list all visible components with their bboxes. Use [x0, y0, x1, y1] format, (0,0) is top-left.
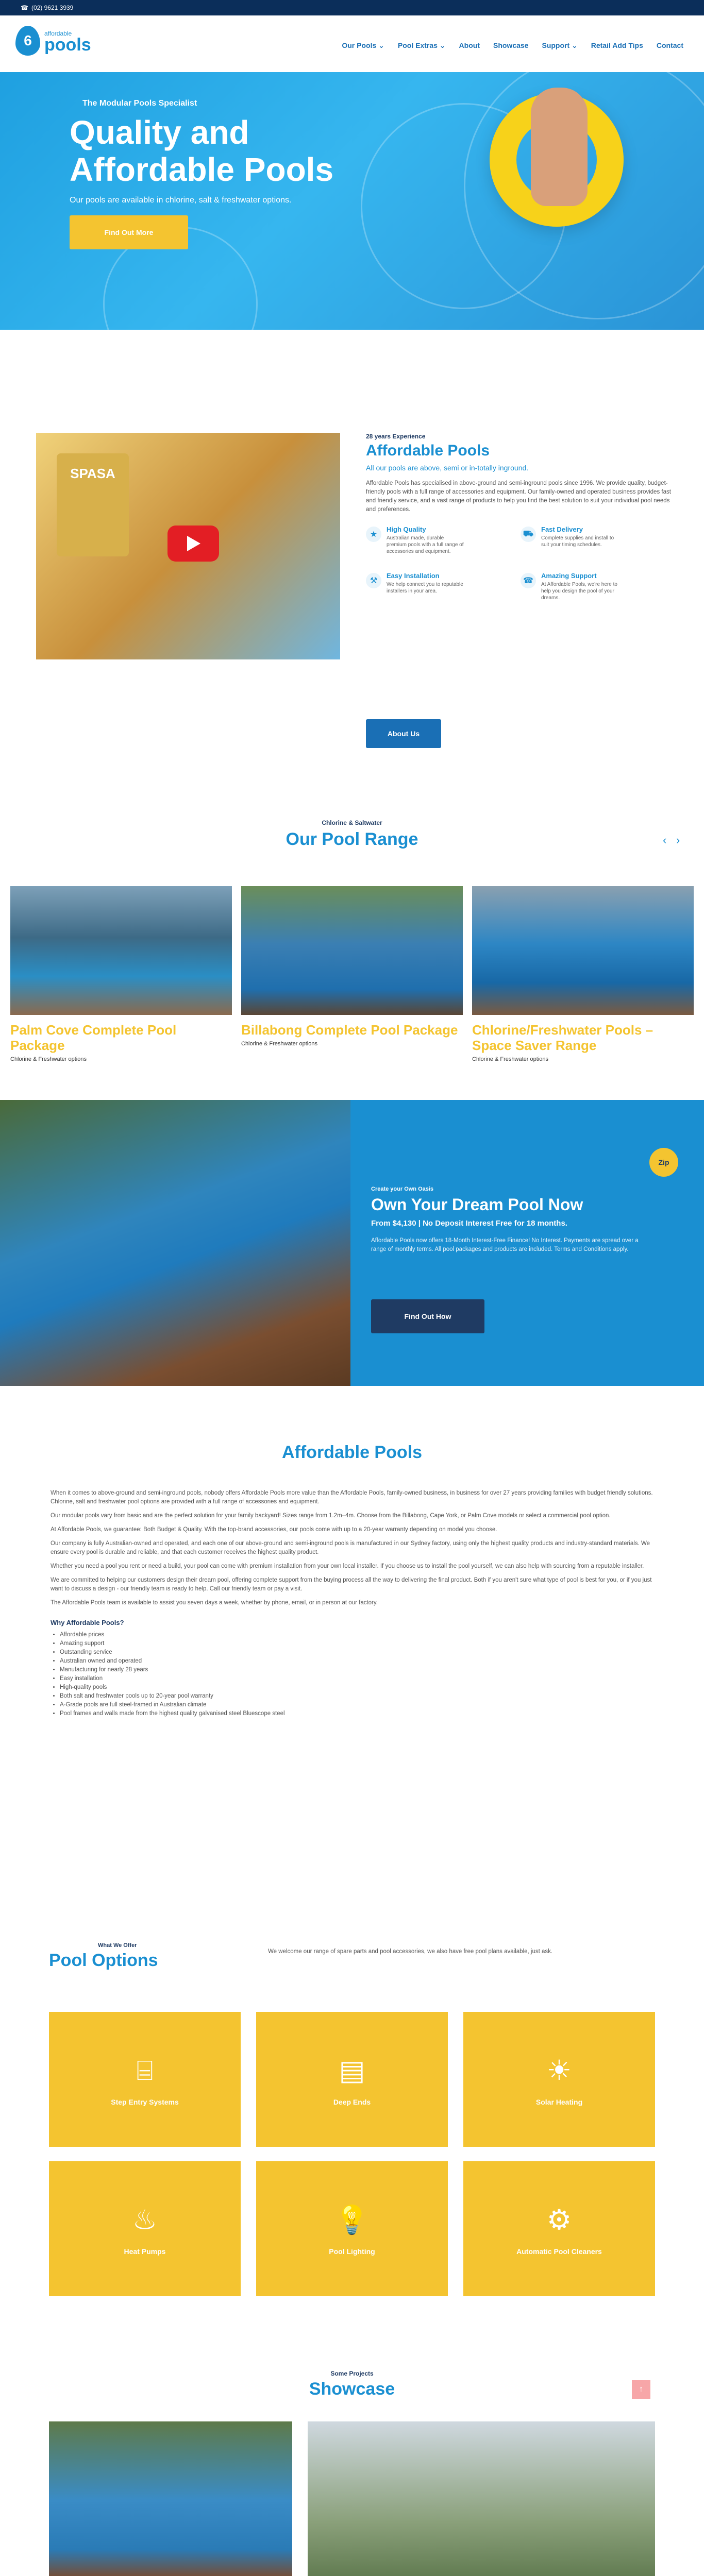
option-lighting[interactable] [256, 2161, 448, 2296]
heat-pump-icon: ♨ [132, 2205, 158, 2235]
main-nav [342, 41, 683, 50]
intro-text [51, 1489, 653, 1718]
options-kicker: What We Offer [98, 1942, 137, 1948]
why-item: • Australian owned and operated [60, 1657, 653, 1666]
range-title-space-saver[interactable]: Chlorine/Freshwater Pools – Space Saver Range [472, 1022, 653, 1053]
intro-para-5: Whether you need a pool you rent or need a build, your pool can come with premium installation from your own local installer. If you choose us to install the pool yourself, we can also help with sourcing from a reputable installer. [51, 1563, 644, 1569]
feature-install-title: Easy Installation [387, 572, 440, 580]
hero-title-1: Quality and [70, 114, 249, 151]
site-header [0, 15, 704, 72]
delivery-icon: ⛟ [521, 527, 536, 542]
why-item: • Outstanding service [60, 1648, 653, 1657]
feature-support-title: Amazing Support [541, 572, 597, 580]
option-label: Pool Lighting [329, 2247, 375, 2256]
zip-badge [649, 1148, 678, 1177]
spasa-badge [57, 453, 129, 556]
range-sub-palm-cove: Chlorine & Freshwater options [10, 1056, 87, 1062]
why-title: Why Affordable Pools? [51, 1619, 124, 1626]
range-image-billabong [241, 886, 463, 1015]
range-card-space-saver[interactable] [472, 886, 694, 1062]
feature-quality-title: High Quality [387, 526, 426, 533]
feature-support-text: At Affordable Pools, we're here to help you design the pool of your dreams. [541, 582, 617, 601]
options-lead: We welcome our range of spare parts and pool accessories, we also have free pool plans available, just ask. [268, 1948, 553, 1955]
dream-offer: From $4,130 | No Deposit Interest Free for 18 months. [371, 1219, 567, 1228]
swimmer-image [531, 88, 588, 206]
phone-icon: ☎ [21, 4, 28, 11]
feature-support [521, 572, 618, 608]
showcase-arrow-button[interactable]: ↑ [632, 2380, 650, 2399]
nav-about[interactable]: About [459, 41, 480, 49]
option-solar[interactable] [463, 2012, 655, 2147]
range-card-palm-cove[interactable] [10, 886, 232, 1062]
play-button-icon[interactable] [167, 526, 219, 562]
nav-support[interactable]: Support ⌄ [542, 41, 578, 49]
hero-subtitle: Our pools are available in chlorine, salt & freshwater options. [70, 196, 292, 205]
find-out-how-button[interactable]: Find Out How [371, 1299, 484, 1333]
feature-delivery-text: Complete supplies and install to suit your timing schedules. [541, 535, 614, 548]
about-video[interactable] [36, 433, 340, 659]
range-title-billabong[interactable]: Billabong Complete Pool Package [241, 1022, 458, 1038]
option-step-entry[interactable] [49, 2012, 241, 2147]
range-sub-space-saver: Chlorine & Freshwater options [472, 1056, 548, 1062]
option-deep-ends[interactable] [256, 2012, 448, 2147]
zip-badge-label: Zip [658, 1158, 669, 1166]
nav-contact[interactable]: Contact [656, 41, 683, 49]
range-card-billabong[interactable] [241, 886, 463, 1056]
why-item: • Pool frames and walls made from the highest quality galvanised steel Bluescope steel [60, 1709, 653, 1718]
why-list [51, 1631, 653, 1718]
feature-install-text: We help connect you to reputable installers in your area. [387, 582, 463, 594]
logo-word-small: affordable [44, 30, 72, 37]
feature-install [366, 572, 464, 608]
spasa-label: SPASA [70, 466, 115, 481]
dream-title: Own Your Dream Pool Now [371, 1195, 583, 1214]
option-label: Step Entry Systems [111, 2098, 179, 2106]
dream-kicker: Create your Own Oasis [371, 1186, 434, 1192]
feature-quality-text: Australian made, durable premium pools with a full range of accessories and equipment. [387, 535, 464, 554]
nav-our-pools[interactable]: Our Pools ⌄ [342, 41, 384, 49]
top-phone[interactable]: (02) 9621 3939 [31, 4, 74, 11]
option-heat-pumps[interactable] [49, 2161, 241, 2296]
about-body: Affordable Pools has specialised in above-ground and semi-inground pools since 1996. We provide quality, budget-friendly pools with a full range of accessories and equipment. Our family-owned and operated business provides fast and friendly service, and a vast range of products to help you find the best solution to suit your individual pool needs and preferences. [366, 480, 671, 513]
top-bar [0, 0, 704, 15]
showcase-image-1[interactable] [49, 2421, 292, 2576]
why-item: • Manufacturing for nearly 28 years [60, 1666, 653, 1674]
cleaner-icon: ⚙ [546, 2205, 572, 2235]
option-label: Solar Heating [535, 2098, 583, 2106]
why-item: • Easy installation [60, 1674, 653, 1683]
hero-title-2: Affordable Pools [70, 151, 334, 188]
feature-quality [366, 526, 464, 562]
dream-body: Affordable Pools now offers 18-Month Interest-Free Finance! No Interest. Payments are spread over a range of monthly terms. All pool packages and products are included. Terms and Conditions apply. [371, 1238, 639, 1252]
intro-para-7: The Affordable Pools team is available to assist you seven days a week, whether by phone, email, or in person at our factory. [51, 1600, 378, 1606]
nav-retail[interactable]: Retail Add Tips [591, 41, 643, 49]
nav-pool-extras[interactable]: Pool Extras ⌄ [397, 41, 446, 49]
why-item: • High-quality pools [60, 1683, 653, 1692]
logo[interactable] [15, 23, 103, 59]
hero-find-out-button[interactable]: Find Out More [70, 215, 188, 249]
install-icon: ⚒ [366, 573, 381, 588]
about-lead: All our pools are above, semi or in-totally inground. [366, 464, 529, 472]
logo-drop-icon: 6 [15, 26, 40, 56]
option-cleaners[interactable] [463, 2161, 655, 2296]
showcase-image-3[interactable] [308, 2421, 655, 2576]
why-item: • Amazing support [60, 1639, 653, 1648]
why-item: • A-Grade pools are full steel-framed in Australian climate [60, 1701, 653, 1709]
about-kicker: 28 years Experience [366, 433, 426, 440]
about-us-button[interactable]: About Us [366, 719, 441, 748]
showcase-kicker: Some Projects [330, 2370, 374, 2377]
option-label: Heat Pumps [124, 2247, 166, 2256]
intro-para-4: Our company is fully Australian-owned and operated, and each one of our above-ground and semi-inground pools is manufactured in our Sydney factory, using only the highest quality products and industry-standard materials. We ensure every pool is durable and reliable, and that each customer receives the highest quality product. [51, 1540, 650, 1555]
intro-para-2: Our modular pools vary from basic and are the perfect solution for your family backyard! Sizes range from 1.2m–4m. Choose from the Billabong, Cape York, or Palm Cove models or select a commercial pool option. [51, 1513, 611, 1519]
options-title: Pool Options [49, 1951, 158, 1970]
range-kicker: Chlorine & Saltwater [322, 819, 382, 826]
logo-word-big: pools [44, 35, 91, 55]
range-title-palm-cove[interactable]: Palm Cove Complete Pool Package [10, 1022, 177, 1053]
option-label: Automatic Pool Cleaners [516, 2247, 602, 2256]
why-item: • Affordable prices [60, 1631, 653, 1639]
range-sub-billabong: Chlorine & Freshwater options [241, 1041, 317, 1047]
hero-banner [0, 72, 704, 330]
about-title: Affordable Pools [366, 442, 490, 459]
intro-para-6: We are committed to helping our customers design their dream pool, offering complete support from the buying process all the way to delivering the final product. Both if you aren't sure what type of pool is best for you, or if you just want to discuss a design - our friendly team is ready to help. Call our friendly team or pay a visit. [51, 1577, 652, 1592]
dream-image [0, 1100, 350, 1386]
hero-kicker: The Modular Pools Specialist [82, 99, 197, 108]
showcase-title: Showcase [309, 2379, 395, 2399]
support-icon: ☎ [521, 573, 536, 588]
range-prev-arrow-icon[interactable]: ‹ [663, 834, 667, 846]
solar-icon: ☀ [546, 2055, 572, 2086]
option-label: Deep Ends [333, 2098, 371, 2106]
range-title: Our Pool Range [286, 829, 418, 849]
range-image-palm-cove [10, 886, 232, 1015]
quality-icon: ★ [366, 527, 381, 542]
range-image-space-saver [472, 886, 694, 1015]
feature-delivery [521, 526, 618, 562]
why-item: • Both salt and freshwater pools up to 20-year pool warranty [60, 1692, 653, 1701]
intro-para-1: When it comes to above-ground and semi-inground pools, nobody offers Affordable Pools more value than the Affordable Pools, family-owned business, in business for over 27 years providing families with budget friendly solutions. Chlorine, salt and freshwater pool options are provided with a full range of accessories and equipment. [51, 1490, 653, 1505]
feature-delivery-title: Fast Delivery [541, 526, 583, 533]
intro-title: Affordable Pools [281, 1443, 423, 1462]
lighting-icon: 💡 [334, 2205, 370, 2235]
deck-icon: ▤ [339, 2055, 365, 2086]
range-next-arrow-icon[interactable]: › [676, 834, 680, 846]
steps-icon: ⌸ [136, 2055, 154, 2086]
nav-showcase[interactable]: Showcase [493, 41, 529, 49]
intro-para-3: At Affordable Pools, we guarantee: Both Budget & Quality. With the top-brand accessories, our pools come with up to a 20-year warranty depending on model you choose. [51, 1527, 497, 1533]
